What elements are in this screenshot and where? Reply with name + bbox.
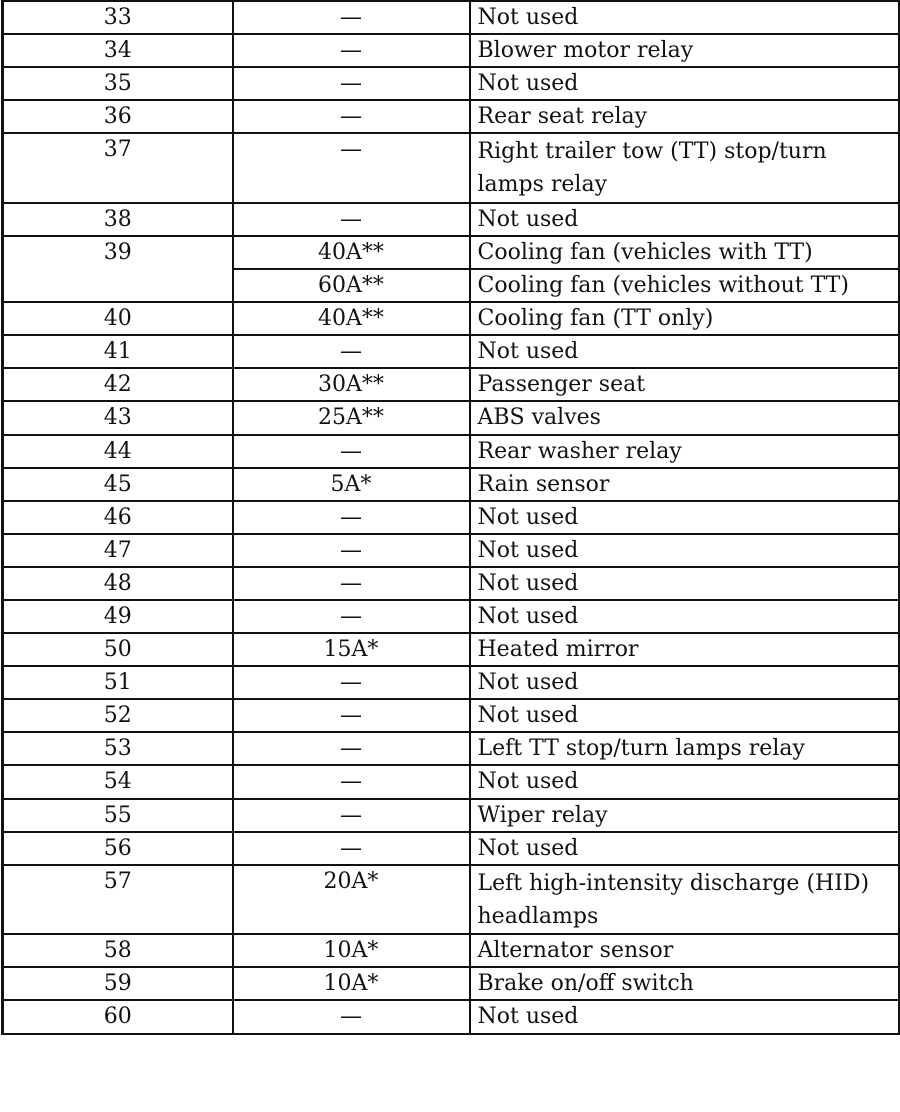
fuse-number: 58	[3, 934, 233, 967]
table-row	[3, 1000, 900, 1033]
table-row	[3, 832, 900, 865]
fuse-amperage: —	[233, 1, 470, 34]
fuse-amperage: —	[233, 534, 470, 567]
fuse-description: Alternator sensor	[470, 934, 900, 967]
table-row	[3, 468, 900, 501]
fuse-amperage: 20A*	[233, 865, 470, 935]
fuse-amperage: —	[233, 501, 470, 534]
fuse-description: Not used	[470, 699, 900, 732]
fuse-description: Brake on/off switch	[470, 967, 900, 1000]
table-row	[3, 600, 900, 633]
fuse-description: ABS valves	[470, 401, 900, 434]
fuse-description: Cooling fan (vehicles without TT)	[470, 269, 900, 302]
table-row	[3, 133, 900, 203]
table-row	[3, 100, 900, 133]
table-row	[3, 534, 900, 567]
fuse-number: 51	[3, 666, 233, 699]
fuse-amperage: —	[233, 34, 470, 67]
fuse-number: 55	[3, 799, 233, 832]
fuse-amperage: —	[233, 100, 470, 133]
fuse-number: 48	[3, 567, 233, 600]
table-row	[3, 435, 900, 468]
table-row	[3, 1, 900, 34]
fuse-amperage: —	[233, 799, 470, 832]
fuse-amperage: —	[233, 832, 470, 865]
fuse-description: Right trailer tow (TT) stop/turn lamps relay	[470, 133, 900, 203]
table-row	[3, 865, 900, 935]
fuse-number: 33	[3, 1, 233, 34]
table-row	[3, 269, 900, 302]
fuse-amperage: 10A*	[233, 967, 470, 1000]
fuse-amperage: —	[233, 133, 470, 203]
fuse-number: 40	[3, 302, 233, 335]
table-row	[3, 765, 900, 798]
fuse-amperage: 25A**	[233, 401, 470, 434]
fuse-amperage: —	[233, 67, 470, 100]
fuse-amperage: 40A**	[233, 302, 470, 335]
fuse-amperage: —	[233, 435, 470, 468]
table-row	[3, 501, 900, 534]
table-row	[3, 335, 900, 368]
fuse-number: 47	[3, 534, 233, 567]
fuse-number: 52	[3, 699, 233, 732]
fuse-description: Passenger seat	[470, 368, 900, 401]
fuse-description: Cooling fan (TT only)	[470, 302, 900, 335]
fuse-description: Not used	[470, 203, 900, 236]
fuse-amperage: —	[233, 732, 470, 765]
fuse-description: Blower motor relay	[470, 34, 900, 67]
fuse-amperage: —	[233, 600, 470, 633]
fuse-number: 44	[3, 435, 233, 468]
fuse-number: 34	[3, 34, 233, 67]
fuse-description: Not used	[470, 832, 900, 865]
table-row	[3, 401, 900, 434]
fuse-number: 38	[3, 203, 233, 236]
table-row	[3, 799, 900, 832]
fuse-amperage: —	[233, 203, 470, 236]
fuse-amperage: —	[233, 1000, 470, 1033]
fuse-description: Rear washer relay	[470, 435, 900, 468]
fuse-amperage: —	[233, 765, 470, 798]
fuse-description: Not used	[470, 666, 900, 699]
fuse-amperage: —	[233, 666, 470, 699]
table-row	[3, 302, 900, 335]
fuse-number: 50	[3, 633, 233, 666]
fuse-number: 35	[3, 67, 233, 100]
table-row	[3, 567, 900, 600]
fuse-number: 39	[3, 236, 233, 269]
fuse-amperage: 60A**	[233, 269, 470, 302]
fuse-description: Not used	[470, 501, 900, 534]
fuse-number: 60	[3, 1000, 233, 1033]
fuse-number: 37	[3, 133, 233, 203]
fuse-number: 56	[3, 832, 233, 865]
fuse-number: 59	[3, 967, 233, 1000]
table-row	[3, 34, 900, 67]
table-row	[3, 67, 900, 100]
fuse-description: Not used	[470, 335, 900, 368]
fuse-number	[3, 269, 233, 302]
table-row	[3, 666, 900, 699]
fuse-description: Cooling fan (vehicles with TT)	[470, 236, 900, 269]
fuse-amperage: —	[233, 699, 470, 732]
fuse-number: 46	[3, 501, 233, 534]
fuse-description: Wiper relay	[470, 799, 900, 832]
table-row	[3, 934, 900, 967]
fuse-amperage: 5A*	[233, 468, 470, 501]
fuse-amperage: —	[233, 567, 470, 600]
table-row	[3, 633, 900, 666]
fuse-amperage: 10A*	[233, 934, 470, 967]
table-row	[3, 732, 900, 765]
table-row	[3, 236, 900, 269]
fuse-description: Rain sensor	[470, 468, 900, 501]
fuse-number: 57	[3, 865, 233, 935]
table-row	[3, 699, 900, 732]
fuse-number: 54	[3, 765, 233, 798]
fuse-table	[1, 0, 900, 1035]
fuse-number: 41	[3, 335, 233, 368]
table-row	[3, 368, 900, 401]
fuse-description: Not used	[470, 534, 900, 567]
fuse-number: 49	[3, 600, 233, 633]
fuse-description: Not used	[470, 1000, 900, 1033]
fuse-number: 45	[3, 468, 233, 501]
fuse-description: Not used	[470, 1, 900, 34]
fuse-description: Left high-intensity discharge (HID) headlamps	[470, 865, 900, 935]
fuse-amperage: 40A**	[233, 236, 470, 269]
fuse-number: 42	[3, 368, 233, 401]
fuse-description: Not used	[470, 67, 900, 100]
fuse-description: Left TT stop/turn lamps relay	[470, 732, 900, 765]
table-row	[3, 203, 900, 236]
fuse-number: 43	[3, 401, 233, 434]
table-row	[3, 967, 900, 1000]
fuse-number: 36	[3, 100, 233, 133]
fuse-description: Not used	[470, 567, 900, 600]
fuse-amperage: 15A*	[233, 633, 470, 666]
fuse-description: Heated mirror	[470, 633, 900, 666]
fuse-description: Rear seat relay	[470, 100, 900, 133]
fuse-amperage: 30A**	[233, 368, 470, 401]
fuse-number: 53	[3, 732, 233, 765]
fuse-description: Not used	[470, 600, 900, 633]
fuse-description: Not used	[470, 765, 900, 798]
fuse-amperage: —	[233, 335, 470, 368]
